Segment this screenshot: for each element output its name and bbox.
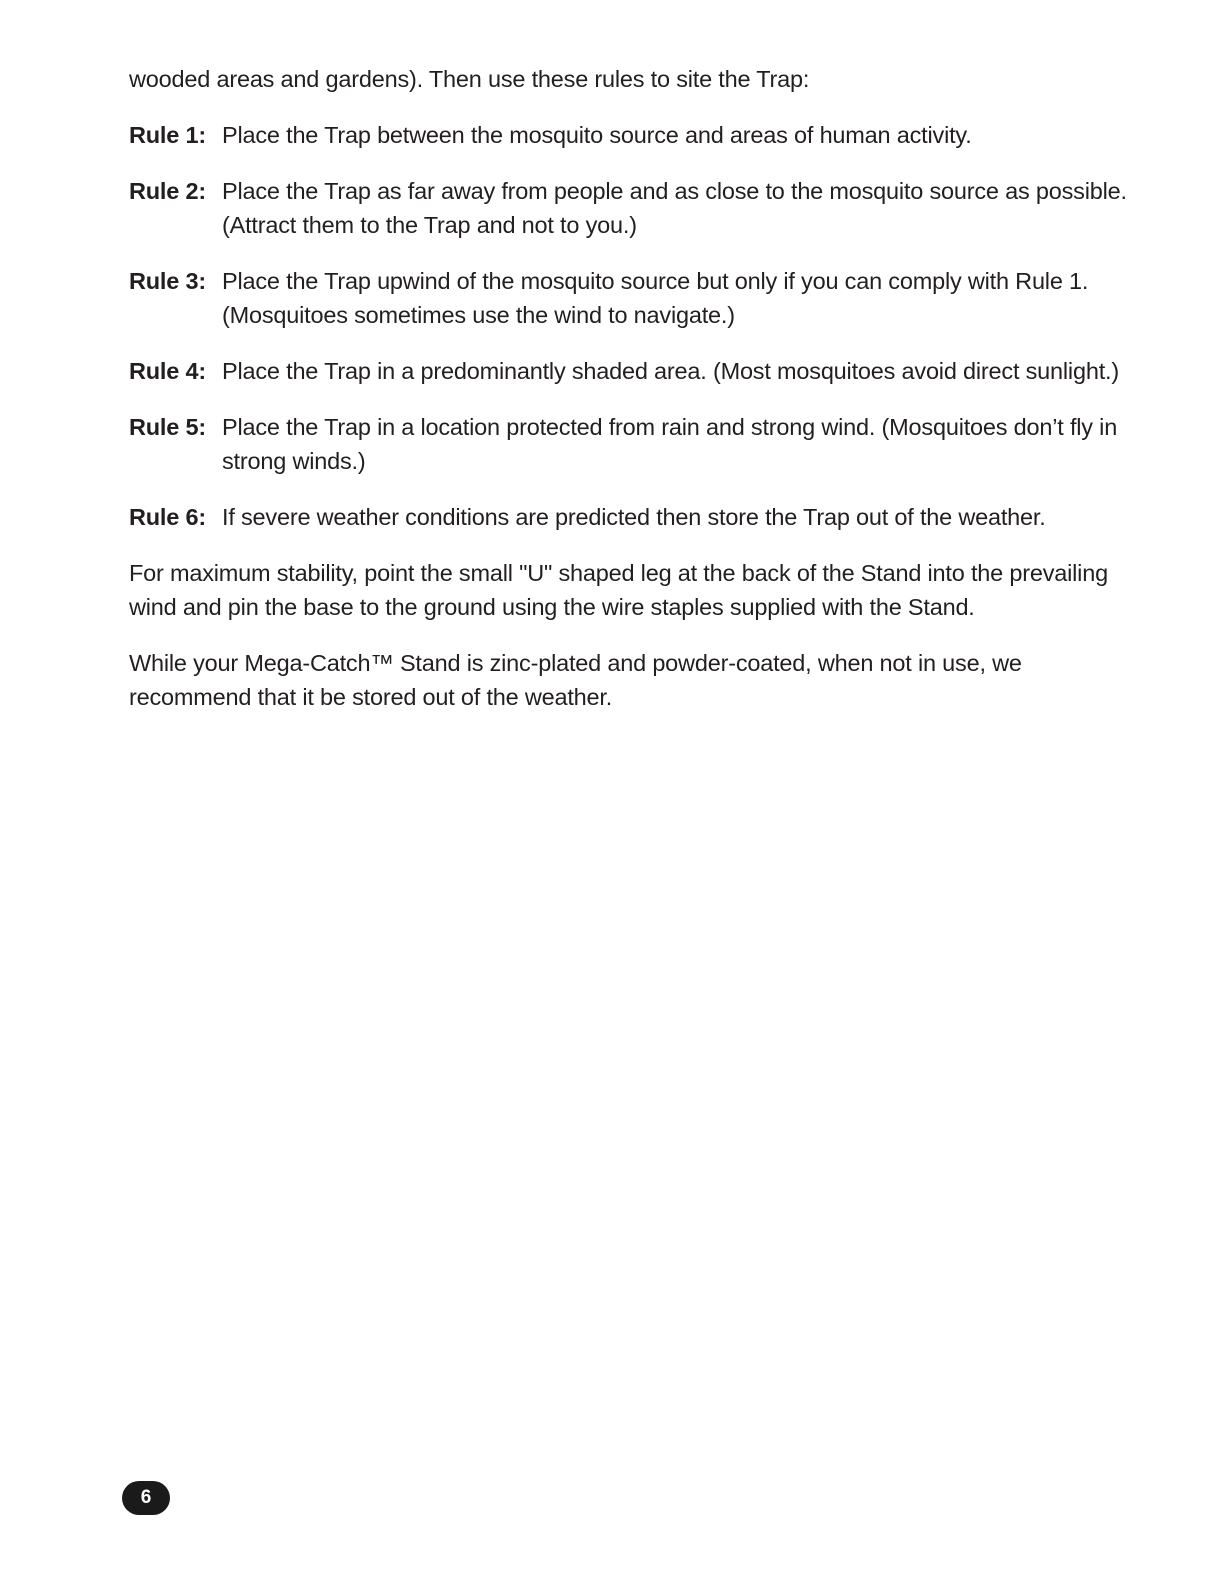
rule-text: Place the Trap upwind of the mosquito source but only if you can comply with Rule 1. (Mosquitoes sometimes use the wind to navigate.)	[222, 268, 1089, 328]
rule-item	[129, 500, 1129, 534]
rule-item	[129, 118, 1129, 152]
rule-label: Rule 3:	[129, 268, 206, 294]
rule-label: Rule 5:	[129, 414, 206, 440]
stability-paragraph: For maximum stability, point the small "U" shaped leg at the back of the Stand into the prevailing wind and pin the base to the ground using the wire staples supplied with the Stand.	[129, 560, 1108, 620]
rule-item	[129, 174, 1129, 242]
rule-label: Rule 2:	[129, 178, 206, 204]
rule-text: Place the Trap between the mosquito source and areas of human activity.	[222, 122, 972, 148]
rule-item	[129, 264, 1129, 332]
storage-paragraph: While your Mega-Catch™ Stand is zinc-plated and powder-coated, when not in use, we recommend that it be stored out of the weather.	[129, 650, 1022, 710]
rule-text: Place the Trap in a location protected from rain and strong wind. (Mosquitoes don’t fly in strong winds.)	[222, 414, 1118, 474]
rule-label: Rule 4:	[129, 358, 206, 384]
rule-text: Place the Trap as far away from people and as close to the mosquito source as possible. (Attract them to the Trap and not to you.)	[222, 178, 1127, 238]
rule-label: Rule 1:	[129, 122, 206, 148]
rule-item	[129, 410, 1129, 478]
intro-paragraph: wooded areas and gardens). Then use these rules to site the Trap:	[129, 66, 810, 92]
page-content	[129, 62, 1129, 736]
rule-item	[129, 354, 1129, 388]
rule-label: Rule 6:	[129, 504, 206, 530]
page-number-badge: 6	[122, 1481, 170, 1515]
rule-text: Place the Trap in a predominantly shaded area. (Most mosquitoes avoid direct sunlight.)	[222, 358, 1119, 384]
rule-text: If severe weather conditions are predicted then store the Trap out of the weather.	[222, 504, 1046, 530]
